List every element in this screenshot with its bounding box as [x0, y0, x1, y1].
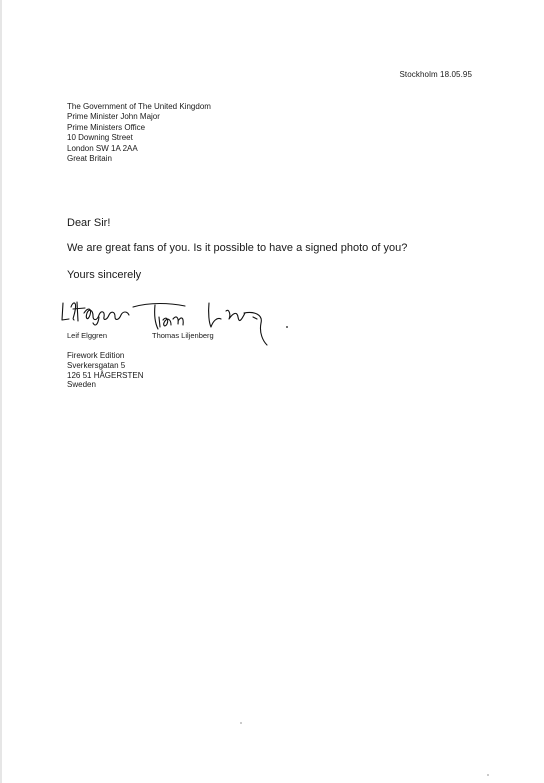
signature-stroke: [159, 317, 160, 327]
letter-body: We are great fans of you. Is it possible to have a signed photo of you?: [67, 242, 408, 254]
scan-edge: [0, 0, 2, 783]
signature-stroke: [163, 318, 171, 326]
signature-stroke: [77, 302, 78, 321]
scan-speck: [240, 722, 242, 724]
recipient-line: 10 Downing Street: [67, 133, 133, 143]
sender-line: Sweden: [67, 380, 96, 390]
recipient-line: Prime Minister John Major: [67, 112, 160, 122]
sender-address: [67, 351, 143, 390]
signature-stroke: [71, 303, 76, 320]
signature-stroke: [244, 312, 267, 345]
sender-line: 126 51 HÅGERSTEN: [67, 370, 144, 380]
signature-stroke: [62, 303, 69, 320]
signature-stroke: [84, 309, 129, 320]
signature-stroke: [155, 305, 158, 329]
signature-dot: [286, 326, 288, 328]
scan-speck: [487, 774, 489, 776]
handwritten-signatures: [55, 293, 295, 353]
signatory-name: Leif Elggren: [67, 331, 108, 340]
signature-stroke: [173, 317, 183, 325]
signature-stroke: [226, 310, 245, 320]
recipient-line: Prime Ministers Office: [67, 122, 146, 132]
sender-line: Firework Edition: [67, 351, 125, 360]
signature-stroke: [253, 317, 257, 319]
signature-stroke: [133, 304, 185, 308]
salutation: Dear Sir!: [67, 217, 111, 229]
recipient-address: [67, 102, 211, 164]
closing: Yours sincerely: [67, 269, 142, 281]
recipient-line: The Government of The United Kingdom: [67, 102, 211, 111]
recipient-line: Great Britain: [67, 154, 112, 164]
sender-line: Sverkersgatan 5: [67, 360, 126, 370]
place-date: Stockholm 18.05.95: [399, 70, 472, 79]
recipient-line: London SW 1A 2AA: [67, 143, 138, 153]
signature-stroke: [209, 303, 221, 327]
signature-stroke: [73, 308, 85, 309]
signatory-name: Thomas Liljenberg: [152, 331, 214, 340]
